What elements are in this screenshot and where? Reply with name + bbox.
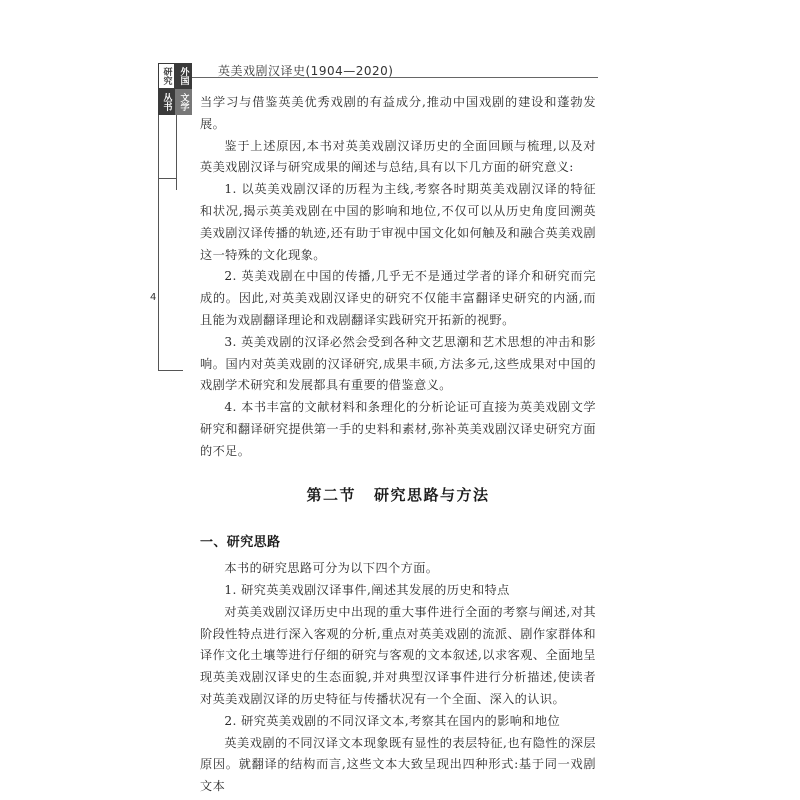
page-number: 4 (150, 292, 157, 303)
series-badge-cell-literature: 文学 (175, 89, 192, 115)
page-body (200, 92, 596, 798)
paragraph-approach-1-body: 对英美戏剧汉译历史中出现的重大事件进行全面的考察与阐述,对其阶段性特点进行深入客观的分析,重点对英美戏剧的流派、剧作家群体和译作文化土壤等进行仔细的研究与客观的文本叙述,以求客观、全面地呈现英美戏剧汉译史的生态面貌,并对典型汉译事件进行分析描述,使读者对英美戏剧汉译的历史特征与传播状况有一个全面、深入的认识。 (200, 604, 596, 706)
section-heading (200, 485, 596, 507)
paragraph-significance-1: 1. 以英美戏剧汉译的历程为主线,考察各时期英美戏剧汉译的特征和状况,揭示英美戏剧在中国的影响和地位,不仅可以从历史角度回溯英美戏剧汉译传播的轨迹,还有助于审视中国文化如何触及和融合英美戏剧这一特殊的文化现象。 (200, 182, 596, 262)
paragraph-approach-2-title: 2. 研究英美戏剧的不同汉译文本,考察其在国内的影响和地位 (224, 713, 561, 728)
paragraph-continuation: 当学习与借鉴英美优秀戏剧的有益成分,推动中国戏剧的建设和蓬勃发展。 (200, 95, 596, 131)
series-badge-logo (158, 63, 192, 115)
series-badge-cell-foreign: 外国 (175, 63, 192, 89)
section-number: 第二节 (306, 485, 356, 504)
paragraph-significance-4: 4. 本书丰富的文献材料和条理化的分析论证可直接为英美戏剧文学研究和翻译研究提供第一手的史料和素材,弥补英美戏剧汉译史研究方面的不足。 (200, 400, 596, 458)
margin-bracket (158, 115, 183, 371)
paragraph-significance-3: 3. 英美戏剧的汉译必然会受到各种文艺思潮和艺术思想的冲击和影响。国内对英美戏剧的汉译研究,成果丰硕,方法多元,这些成果对中国的戏剧学术研究和发展都具有重要的借鉴意义。 (200, 334, 596, 393)
running-header-title: 英美戏剧汉译史(1904—2020) (218, 64, 394, 78)
paragraph-significance-intro: 鉴于上述原因,本书对英美戏剧汉译历史的全面回顾与梳理,以及对英美戏剧汉译与研究成果的阐述与总结,具有以下几方面的研究意义: (200, 138, 596, 175)
paragraph-approach-2-body: 英美戏剧的不同汉译文本现象既有显性的表层特征,也有隐性的深层原因。就翻译的结构而言,这些文本大致呈现出四种形式:基于同一戏剧文本 (200, 735, 596, 794)
paragraph-approach-intro: 本书的研究思路可分为以下四个方面。 (224, 561, 439, 576)
series-badge-cell-research: 研究 (158, 63, 175, 89)
section-name: 研究思路与方法 (374, 485, 490, 504)
paragraph-approach-1-title: 1. 研究英美戏剧汉译事件,阐述其发展的历史和特点 (224, 582, 510, 597)
header-rule (158, 77, 598, 78)
paragraph-significance-2: 2. 英美戏剧在中国的传播,几乎无不是通过学者的译介和研究而完成的。因此,对英美戏剧汉译史的研究不仅能丰富翻译史研究的内涵,而且能为戏剧翻译理论和戏剧翻译实践研究开拓新的视野。 (200, 269, 596, 327)
subsection-heading: 一、研究思路 (200, 535, 281, 551)
series-badge-cell-series: 丛书 (158, 89, 175, 115)
